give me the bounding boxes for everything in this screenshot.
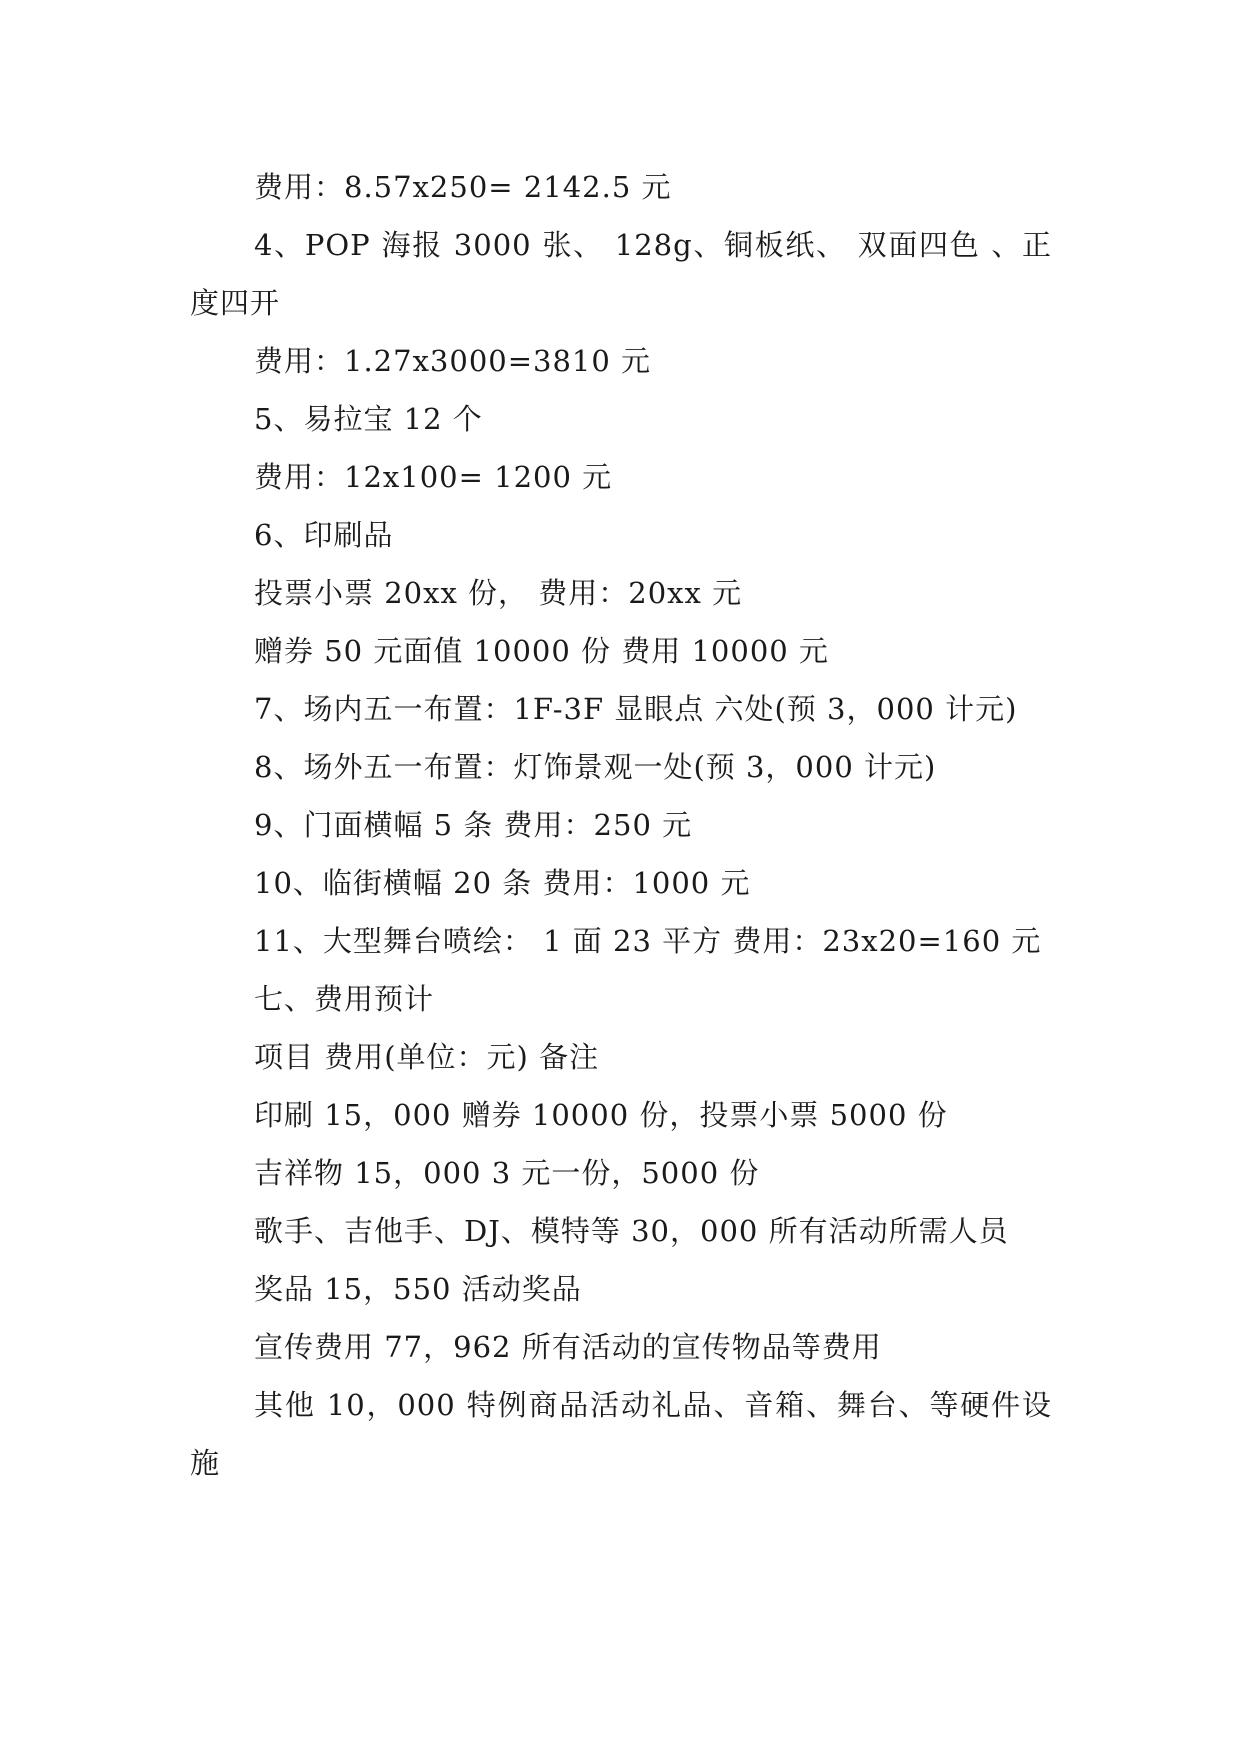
budget-row-other: 其他 10，000 特例商品活动礼品、音箱、舞台、等硬件设施: [190, 1388, 1052, 1480]
cost-line-posters-calc: 费用：8.57x250= 2142.5 元: [254, 170, 672, 204]
item-door-banners: 9、门面横幅 5 条 费用：250 元: [254, 808, 693, 842]
budget-table-header: 项目 费用(单位：元) 备注: [254, 1040, 600, 1074]
item-printed-matter: 6、印刷品: [254, 518, 394, 552]
budget-row-performers: 歌手、吉他手、DJ、模特等 30，000 所有活动所需人员: [254, 1214, 1009, 1248]
budget-row-printing: 印刷 15，000 赠券 10000 份，投票小票 5000 份: [254, 1098, 948, 1132]
item-outdoor-decoration: 8、场外五一布置：灯饰景观一处(预 3，000 计元): [254, 750, 937, 784]
section-heading-budget: 七、费用预计: [254, 982, 435, 1016]
printed-coupons: 赠券 50 元面值 10000 份 费用 10000 元: [254, 634, 829, 668]
cost-line-rollup-calc: 费用：12x100= 1200 元: [254, 460, 613, 494]
item-stage-print: 11、大型舞台喷绘： 1 面 23 平方 费用：23x20=160 元: [254, 924, 1042, 958]
item-indoor-decoration: 7、场内五一布置：1F-3F 显眼点 六处(预 3，000 计元): [254, 692, 1018, 726]
budget-row-mascot: 吉祥物 15，000 3 元一份，5000 份: [254, 1156, 760, 1190]
document-body: [190, 158, 1052, 1492]
budget-row-prizes: 奖品 15，550 活动奖品: [254, 1272, 582, 1306]
printed-voting-tickets: 投票小票 20xx 份， 费用：20xx 元: [254, 576, 743, 610]
item-pop-poster: 4、POP 海报 3000 张、 128g、铜板纸、 双面四色 、正度四开: [190, 228, 1052, 320]
item-rollup-banner: 5、易拉宝 12 个: [254, 402, 483, 436]
cost-line-pop-calc: 费用：1.27x3000=3810 元: [254, 344, 652, 378]
budget-row-publicity: 宣传费用 77，962 所有活动的宣传物品等费用: [254, 1330, 882, 1364]
item-street-banners: 10、临街横幅 20 条 费用：1000 元: [254, 866, 751, 900]
